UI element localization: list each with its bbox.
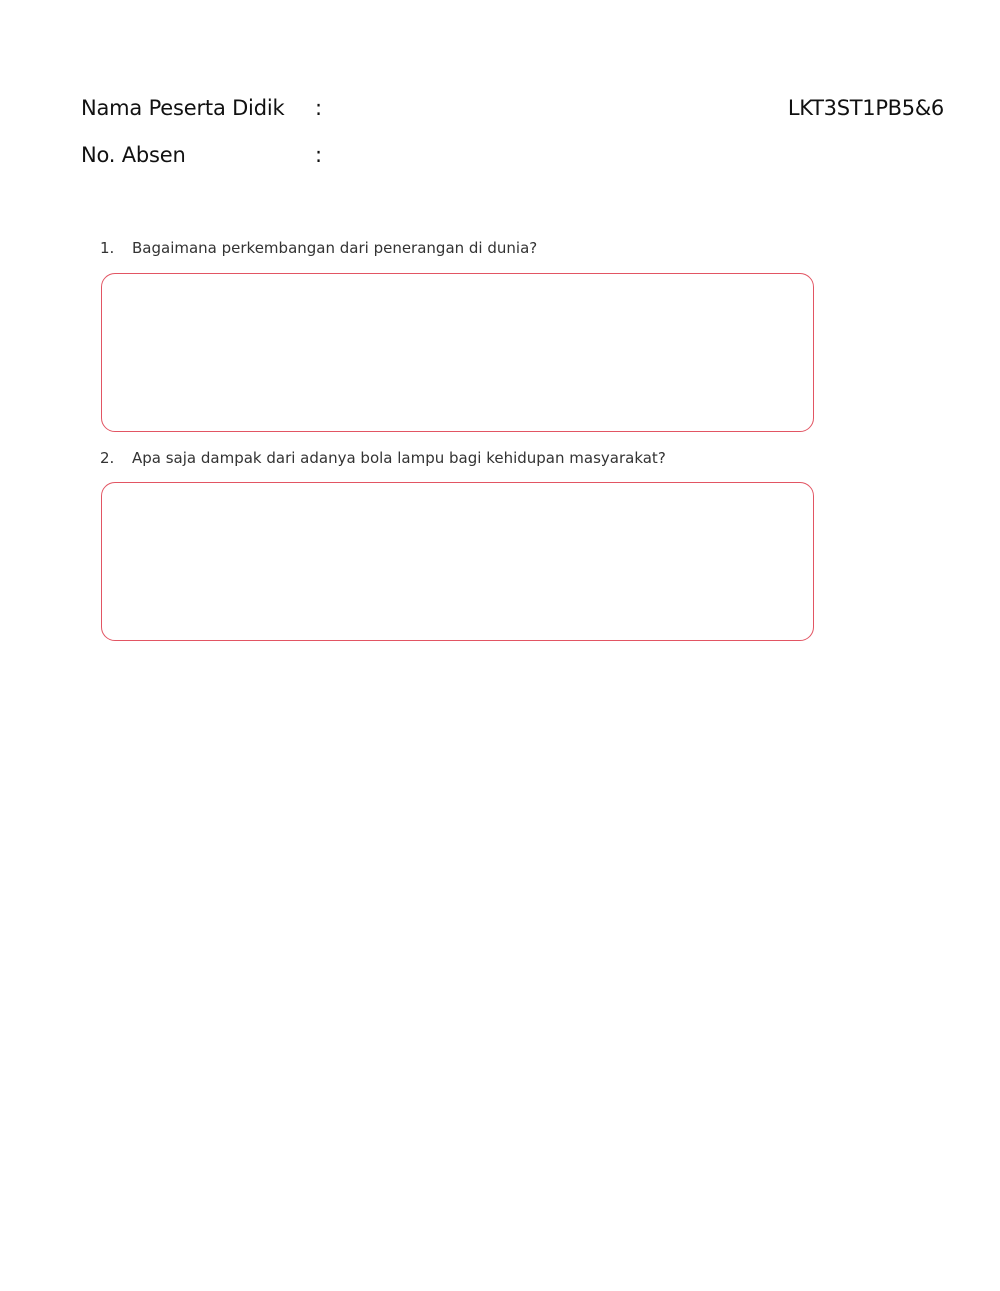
absent-number-colon: : bbox=[315, 143, 323, 167]
worksheet-code: LKT3ST1PB5&6 bbox=[787, 96, 944, 120]
absent-number-label: No. Absen bbox=[81, 143, 186, 167]
question-1-text: Bagaimana perkembangan dari penerangan di dunia? bbox=[132, 239, 538, 257]
student-name-colon: : bbox=[315, 96, 323, 120]
question-2 bbox=[100, 449, 666, 467]
question-1 bbox=[100, 239, 537, 257]
question-2-number: 2. bbox=[100, 449, 115, 467]
answer-box-2[interactable] bbox=[101, 482, 814, 641]
student-name-label: Nama Peserta Didik bbox=[81, 96, 285, 120]
question-2-text: Apa saja dampak dari adanya bola lampu bagi kehidupan masyarakat? bbox=[132, 449, 666, 467]
question-1-number: 1. bbox=[100, 239, 115, 257]
answer-box-1[interactable] bbox=[101, 273, 814, 432]
